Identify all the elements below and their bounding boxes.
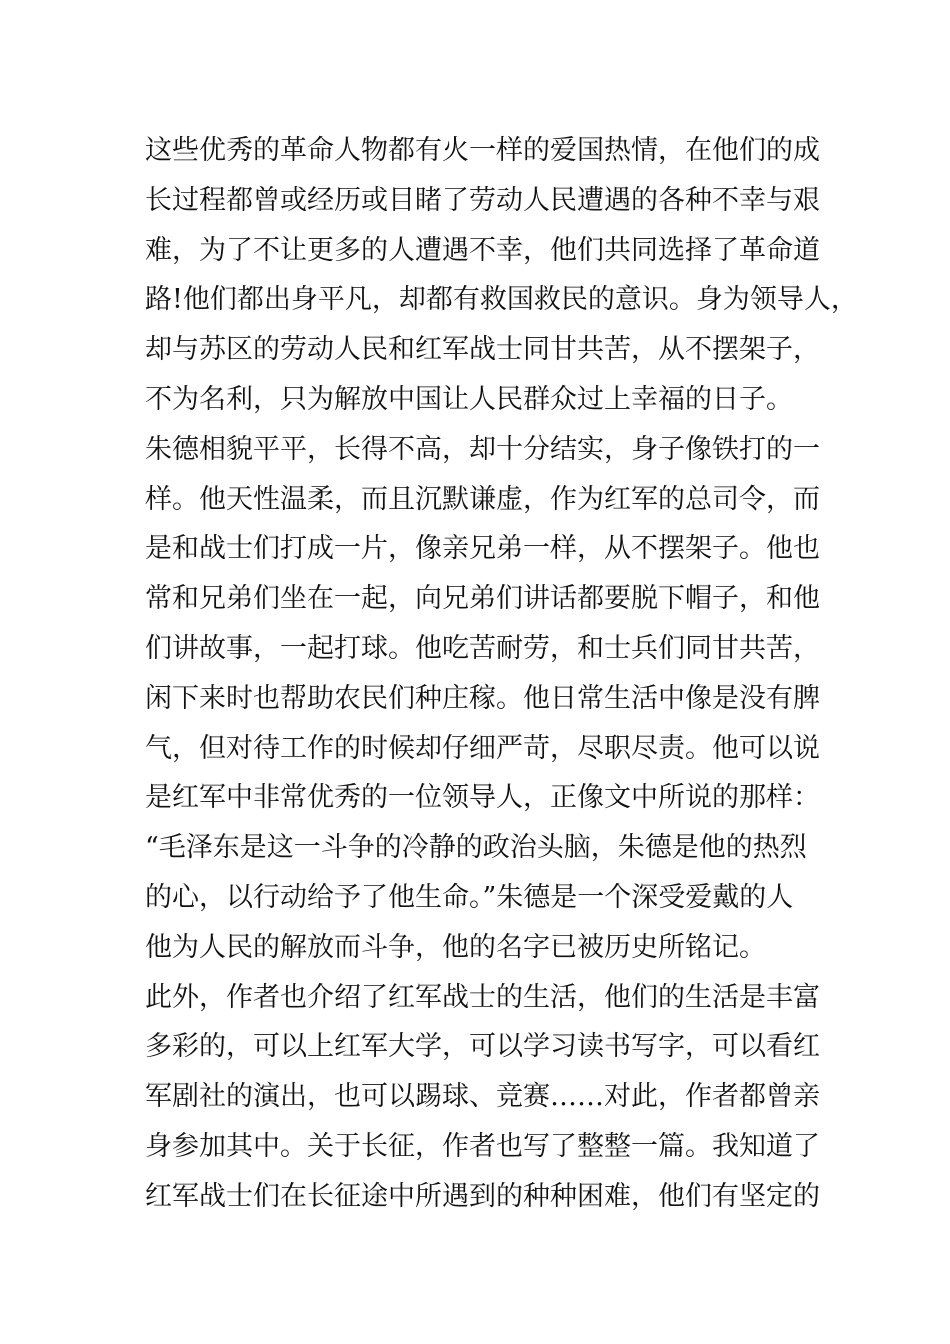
text-line: “毛泽东是这一斗争的冷静的政治头脑，朱德是他的热烈 (145, 832, 807, 864)
text-line: 闲下来时也帮助农民们种庄稼。他日常生活中像是没有脾 (145, 682, 820, 714)
text-line: 身参加其中。关于长征，作者也写了整整一篇。我知道了 (145, 1130, 820, 1162)
text-line: 是和战士们打成一片，像亲兄弟一样，从不摆架子。他也 (145, 533, 820, 565)
text-line: 这些优秀的革命人物都有火一样的爱国热情，在他们的成 (145, 135, 820, 166)
text-line: 路!他们都出身平凡，却都有救国救民的意识。身为领导人， (145, 284, 858, 316)
text-line: 红军战士们在长征途中所遇到的种种困难，他们有坚定的 (145, 1180, 820, 1212)
text-line: 他为人民的解放而斗争，他的名字已被历史所铭记。 (145, 931, 766, 963)
text-line: 朱德相貌平平，长得不高，却十分结实，身子像铁打的一 (145, 433, 820, 465)
text-line: 难，为了不让更多的人遭遇不幸，他们共同选择了革命道 (145, 234, 820, 266)
text-line: 的心，以行动给予了他生命。”朱德是一个深受爱戴的人 (145, 881, 794, 913)
paragraph-3 (145, 973, 835, 1222)
paragraph-1 (145, 126, 858, 425)
text-line: 们讲故事，一起打球。他吃苦耐劳，和士兵们同甘共苦， (145, 632, 820, 664)
text-line: 不为名利，只为解放中国让人民群众过上幸福的日子。 (145, 383, 793, 415)
text-line: 多彩的，可以上红军大学，可以学习读书写字，可以看红 (145, 1031, 820, 1063)
paragraph-2 (145, 425, 835, 973)
text-line: 是红军中非常优秀的一位领导人，正像文中所说的那样： (145, 782, 820, 814)
text-line: 常和兄弟们坐在一起，向兄弟们讲话都要脱下帽子，和他 (145, 583, 820, 615)
document-body (145, 126, 858, 1222)
text-line: 却与苏区的劳动人民和红军战士同甘共苦，从不摆架子， (145, 334, 820, 366)
text-line: 样。他天性温柔，而且沉默谦虚，作为红军的总司令，而 (145, 483, 820, 515)
text-line: 军剧社的演出，也可以踢球、竞赛……对此，作者都曾亲 (145, 1081, 820, 1113)
text-line: 长过程都曾或经历或目睹了劳动人民遭遇的各种不幸与艰 (145, 184, 820, 216)
text-line: 此外，作者也介绍了红军战士的生活，他们的生活是丰富 (145, 981, 820, 1013)
text-line: 气，但对待工作的时候却仔细严苛，尽职尽责。他可以说 (145, 732, 820, 764)
